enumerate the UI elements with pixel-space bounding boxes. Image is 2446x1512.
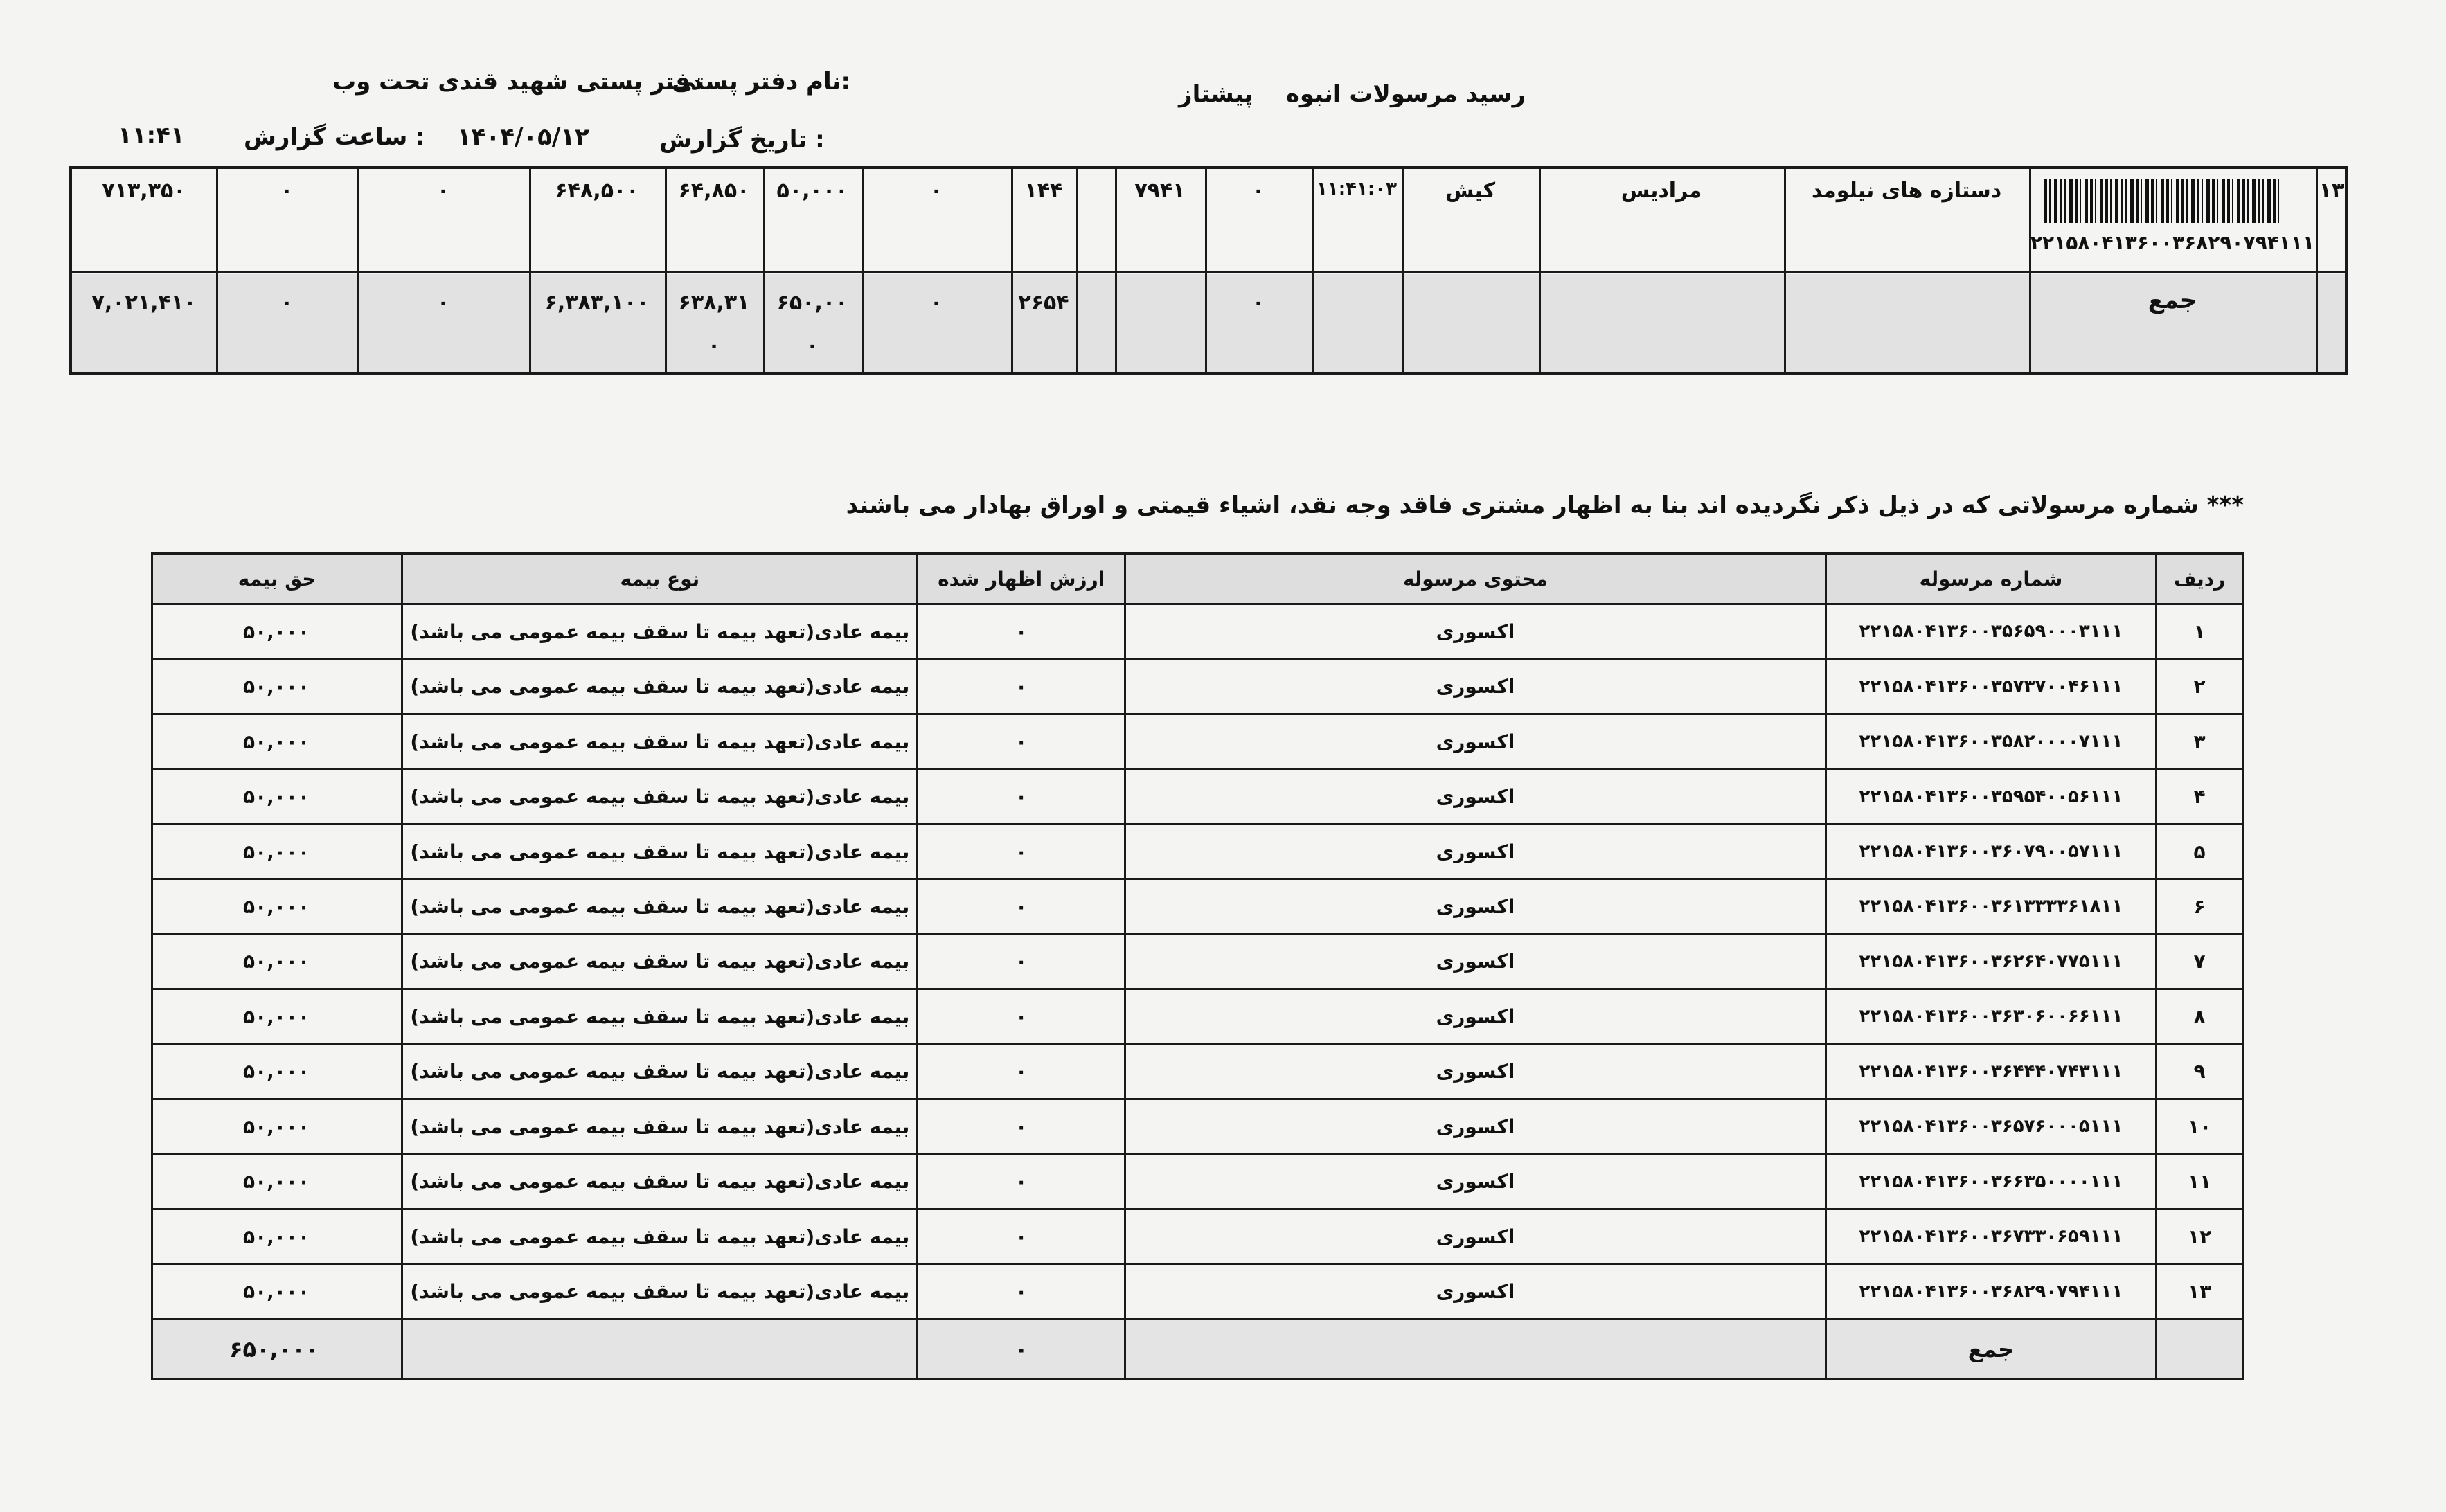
declared-value-cell: ۰: [918, 1154, 1125, 1209]
time-label: ساعت گزارش :: [244, 123, 425, 151]
insurance-type-cell: بیمه عادی(تعهد بیمه تا سقف بیمه عمومی می باشد): [402, 879, 918, 934]
date-label: تاریخ گزارش :: [659, 126, 825, 154]
row-number-cell: ۱۱: [2157, 1154, 2243, 1209]
total-label: جمع: [1825, 1320, 2156, 1380]
content-cell: اکسوری: [1125, 824, 1826, 879]
declaration-note: *** شماره مرسولاتی که در ذیل ذکر نگردیده اند بنا به اظهار مشتری فاقد وجه نقد، اشیاء قیمتی و اوراق بهادار می باشند: [846, 492, 2244, 519]
row-number-cell: ۳: [2157, 714, 2243, 768]
row-number: ۱۳: [2319, 179, 2345, 203]
grid-line: [1076, 169, 1078, 372]
content-cell: اکسوری: [1125, 604, 1826, 659]
insurance-type-cell: بیمه عادی(تعهد بیمه تا سقف بیمه عمومی می باشد): [402, 934, 918, 989]
insurance-type-cell: بیمه عادی(تعهد بیمه تا سقف بیمه عمومی می باشد): [402, 1209, 918, 1263]
total-tax-cell: ۶۳۸,۳۱: [678, 291, 750, 315]
parcel-number-cell: ۲۲۱۵۸۰۴۱۳۶۰۰۳۶۲۶۴۰۷۷۵۱۱۱: [1825, 934, 2156, 989]
total-value-cell: ۰: [929, 291, 943, 315]
insurance-type-cell: بیمه عادی(تعهد بیمه تا سقف بیمه عمومی می باشد): [402, 604, 918, 659]
insurance-type-cell: بیمه عادی(تعهد بیمه تا سقف بیمه عمومی می باشد): [402, 659, 918, 714]
parcel-number-cell: ۲۲۱۵۸۰۴۱۳۶۰۰۳۵۷۳۷۰۰۴۶۱۱۱: [1825, 659, 2156, 714]
parcel-number-cell: ۲۲۱۵۸۰۴۱۳۶۰۰۳۶۵۷۶۰۰۰۵۱۱۱: [1825, 1099, 2156, 1154]
grand-total-cell: ۷,۰۲۱,۴۱۰: [91, 291, 197, 315]
table-row: [152, 604, 2243, 659]
insurance-type-cell: بیمه عادی(تعهد بیمه تا سقف بیمه عمومی می باشد): [402, 1099, 918, 1154]
row-number-cell: ۹: [2157, 1044, 2243, 1099]
row-number-cell: ۵: [2157, 824, 2243, 879]
row-number-cell: ۶: [2157, 879, 2243, 934]
office-name: دفتر پستی شهید قندی تحت وب: [332, 68, 703, 96]
table-row: [152, 714, 2243, 768]
content-cell: اکسوری: [1125, 989, 1826, 1044]
table-row: [152, 934, 2243, 989]
parcel-number-cell: ۲۲۱۵۸۰۴۱۳۶۰۰۳۶۱۳۳۳۳۶۱۸۱۱: [1825, 879, 2156, 934]
insurance-type-cell: بیمه عادی(تعهد بیمه تا سقف بیمه عمومی می باشد): [402, 1154, 918, 1209]
header-row-number: ردیف: [2157, 554, 2243, 604]
declared-value-cell: ۰: [918, 769, 1125, 824]
total-insurance-fee: ۶۵۰,۰۰۰: [152, 1320, 402, 1380]
time-value: ۱۱:۴۱: [118, 122, 185, 150]
date-value: ۱۴۰۴/۰۵/۱۲: [457, 123, 589, 151]
total-count-cell: ۲۶۵۴: [1018, 291, 1069, 315]
grid-line: [72, 271, 2345, 273]
content-cell: دستازه های نیلومد: [1811, 179, 2002, 203]
table-row: [152, 1099, 2243, 1154]
value-cell: ۰: [280, 179, 294, 203]
declared-value-cell: ۰: [918, 1209, 1125, 1263]
parcel-number-cell: ۲۲۱۵۸۰۴۱۳۶۰۰۳۶۰۷۹۰۰۵۷۱۱۱: [1825, 824, 2156, 879]
total-blank: [1125, 1320, 1826, 1380]
parcel-number-cell: ۲۲۱۵۸۰۴۱۳۶۰۰۳۵۸۲۰۰۰۰۷۱۱۱: [1825, 714, 2156, 768]
table-row: [152, 1209, 2243, 1263]
header-insurance-fee: حق بیمه: [152, 554, 402, 604]
insurance-type-cell: بیمه عادی(تعهد بیمه تا سقف بیمه عمومی می باشد): [402, 714, 918, 768]
table-total-row: [152, 1320, 2243, 1380]
barcode-number: ۲۲۱۵۸۰۴۱۳۶۰۰۳۶۸۲۹۰۷۹۴۱۱۱: [2030, 231, 2315, 254]
total-value-cell: ۰: [436, 291, 450, 315]
insurance-fee-cell: ۵۰,۰۰۰: [152, 659, 402, 714]
row-number-cell: ۱: [2157, 604, 2243, 659]
header-insurance-type: نوع بیمه: [402, 554, 918, 604]
top-total-label: جمع: [2148, 287, 2197, 314]
table-row: [152, 824, 2243, 879]
content-cell: اکسوری: [1125, 714, 1826, 768]
total-postage-cell: ۶,۳۸۳,۱۰۰: [544, 291, 650, 315]
table-row: [152, 1154, 2243, 1209]
declared-value-cell: ۰: [918, 604, 1125, 659]
row-number-cell: ۱۳: [2157, 1264, 2243, 1320]
declared-value-cell: ۰: [918, 934, 1125, 989]
declared-value-cell: ۰: [918, 989, 1125, 1044]
insurance-fee-cell: ۵۰,۰۰۰: [152, 1209, 402, 1263]
office-label: نام دفتر پستی:: [672, 68, 851, 96]
insurance-type-cell: بیمه عادی(تعهد بیمه تا سقف بیمه عمومی می باشد): [402, 824, 918, 879]
receipt-title: رسید مرسولات انبوه پیشتاز: [1179, 80, 1526, 108]
parcels-table: [151, 552, 2244, 1380]
parcel-number-cell: ۲۲۱۵۸۰۴۱۳۶۰۰۳۶۸۲۹۰۷۹۴۱۱۱: [1825, 1264, 2156, 1320]
total-insurance-cell-line2: ۰: [805, 334, 819, 358]
value-cell: ۰: [929, 179, 943, 203]
row-number-cell: ۷: [2157, 934, 2243, 989]
declared-value-cell: ۰: [918, 1044, 1125, 1099]
weight-cell: ۷۹۴۱: [1134, 179, 1186, 203]
row-number-cell: ۱۰: [2157, 1099, 2243, 1154]
grid-line: [1312, 169, 1314, 372]
insurance-fee-cell: ۵۰,۰۰۰: [152, 714, 402, 768]
header-content: محتوی مرسوله: [1125, 554, 1826, 604]
content-cell: اکسوری: [1125, 1099, 1826, 1154]
insurance-fee-cell: ۵۰,۰۰۰: [152, 1044, 402, 1099]
total-tax-cell-line2: ۰: [707, 334, 721, 358]
table-row: [152, 1264, 2243, 1320]
top-summary-table: [69, 166, 2348, 375]
table-row: [152, 769, 2243, 824]
insurance-type-cell: بیمه عادی(تعهد بیمه تا سقف بیمه عمومی می باشد): [402, 769, 918, 824]
insurance-type-cell: بیمه عادی(تعهد بیمه تا سقف بیمه عمومی می باشد): [402, 989, 918, 1044]
parcel-number-cell: ۲۲۱۵۸۰۴۱۳۶۰۰۳۶۳۰۶۰۰۶۶۱۱۱: [1825, 989, 2156, 1044]
content-cell: اکسوری: [1125, 879, 1826, 934]
parcel-number-cell: ۲۲۱۵۸۰۴۱۳۶۰۰۳۶۶۳۵۰۰۰۰۱۱۱: [1825, 1154, 2156, 1209]
insurance-fee-cell: ۵۰,۰۰۰: [152, 824, 402, 879]
total-value-cell: ۰: [1251, 291, 1265, 315]
content-cell: اکسوری: [1125, 1044, 1826, 1099]
declared-value-cell: ۰: [918, 879, 1125, 934]
declared-value-cell: ۰: [918, 659, 1125, 714]
declared-value-cell: ۰: [918, 824, 1125, 879]
value-cell: ۰: [1251, 179, 1265, 203]
destination-cell: کیش: [1445, 179, 1496, 203]
row-number-cell: ۴: [2157, 769, 2243, 824]
parcel-number-cell: ۲۲۱۵۸۰۴۱۳۶۰۰۳۵۶۵۹۰۰۰۳۱۱۱: [1825, 604, 2156, 659]
barcode-icon: [2044, 179, 2280, 223]
postage-cell: ۶۴۸,۵۰۰: [555, 179, 639, 203]
declared-value-cell: ۰: [918, 1264, 1125, 1320]
declared-value-cell: ۰: [918, 1099, 1125, 1154]
table-row: [152, 659, 2243, 714]
content-cell: اکسوری: [1125, 1264, 1826, 1320]
parcel-number-cell: ۲۲۱۵۸۰۴۱۳۶۰۰۳۶۴۴۴۰۷۴۳۱۱۱: [1825, 1044, 2156, 1099]
total-declared: ۰: [918, 1320, 1125, 1380]
grid-line: [2029, 169, 2031, 372]
content-cell: اکسوری: [1125, 1154, 1826, 1209]
table-row: [152, 879, 2243, 934]
insurance-fee-cell: ۵۰,۰۰۰: [152, 879, 402, 934]
row-number-cell: ۸: [2157, 989, 2243, 1044]
insurance-fee-cell: ۵۰,۰۰۰: [152, 604, 402, 659]
total-blank: [2157, 1320, 2243, 1380]
insurance-type-cell: بیمه عادی(تعهد بیمه تا سقف بیمه عمومی می باشد): [402, 1264, 918, 1320]
tax-cell: ۶۴,۸۵۰: [678, 179, 750, 203]
header-parcel-number: شماره مرسوله: [1825, 554, 2156, 604]
table-row: [152, 1044, 2243, 1099]
total-blank: [402, 1320, 918, 1380]
parcel-number-cell: ۲۲۱۵۸۰۴۱۳۶۰۰۳۵۹۵۴۰۰۵۶۱۱۱: [1825, 769, 2156, 824]
table-row: [152, 989, 2243, 1044]
row-total-cell: ۷۱۳,۳۵۰: [102, 179, 186, 203]
row-number-cell: ۱۲: [2157, 1209, 2243, 1263]
insurance-fee-cell: ۵۰,۰۰۰: [152, 989, 402, 1044]
insurance-fee-cell: ۵۰,۰۰۰: [152, 934, 402, 989]
receiver-cell: مرادیس: [1621, 179, 1702, 203]
parcel-number-cell: ۲۲۱۵۸۰۴۱۳۶۰۰۳۶۷۳۳۰۶۵۹۱۱۱: [1825, 1209, 2156, 1263]
count-cell: ۱۴۴: [1024, 179, 1063, 203]
table-header-row: [152, 554, 2243, 604]
content-cell: اکسوری: [1125, 769, 1826, 824]
content-cell: اکسوری: [1125, 934, 1826, 989]
total-value-cell: ۰: [280, 291, 294, 315]
declared-value-cell: ۰: [918, 714, 1125, 768]
insurance-fee-cell: ۵۰,۰۰۰: [152, 1099, 402, 1154]
content-cell: اکسوری: [1125, 1209, 1826, 1263]
value-cell: ۰: [436, 179, 450, 203]
total-insurance-cell: ۶۵۰,۰۰: [776, 291, 848, 315]
insurance-fee-cell: ۵۰,۰۰۰: [152, 1264, 402, 1320]
insurance-fee-cell: ۵۰,۰۰۰: [152, 1154, 402, 1209]
content-cell: اکسوری: [1125, 659, 1826, 714]
row-number-cell: ۲: [2157, 659, 2243, 714]
insurance-fee-cell: ۵۰,۰۰۰: [152, 769, 402, 824]
time-cell: ۱۱:۴۱:۰۳: [1316, 179, 1397, 199]
insurance-type-cell: بیمه عادی(تعهد بیمه تا سقف بیمه عمومی می باشد): [402, 1044, 918, 1099]
insurance-cell: ۵۰,۰۰۰: [776, 179, 848, 203]
top-total-row-bg: [72, 274, 2345, 372]
header-declared-value: ارزش اظهار شده: [918, 554, 1125, 604]
